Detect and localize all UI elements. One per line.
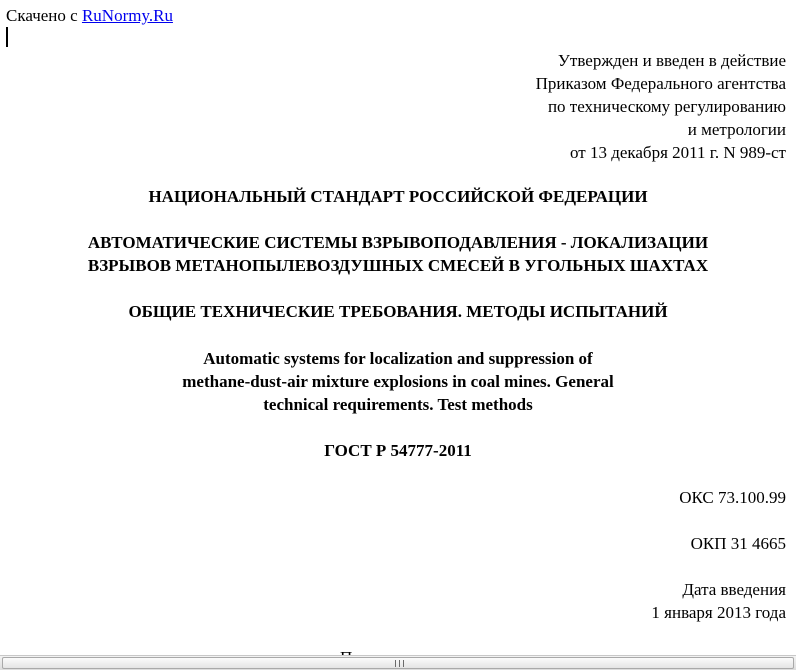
english-title <box>0 347 796 416</box>
introduction-date-block <box>651 578 786 624</box>
grip-icon <box>395 660 404 667</box>
subtitle: ОБЩИЕ ТЕХНИЧЕСКИЕ ТРЕБОВАНИЯ. МЕТОДЫ ИСПЫТАНИЙ <box>128 302 668 321</box>
scrollbar-thumb[interactable] <box>2 657 794 669</box>
main-title-line: ВЗРЫВОВ МЕТАНОПЫЛЕВОЗДУШНЫХ СМЕСЕЙ В УГОЛЬНЫХ ШАХТАХ <box>87 256 709 275</box>
english-title-line: methane-dust-air mixture explosions in coal mines. General <box>182 372 614 391</box>
source-prefix: Скачено с <box>6 6 82 25</box>
source-line <box>6 4 173 27</box>
approval-line: и метрологии <box>687 120 786 139</box>
okp-code: ОКП 31 4665 <box>690 534 786 553</box>
english-title-line: technical requirements. Test methods <box>263 395 533 414</box>
standard-title: НАЦИОНАЛЬНЫЙ СТАНДАРТ РОССИЙСКОЙ ФЕДЕРАЦИИ <box>148 187 648 206</box>
english-title-line: Automatic systems for localization and suppression of <box>203 349 593 368</box>
approval-line: Приказом Федерального агентства <box>535 74 786 93</box>
approval-line: от 13 декабря 2011 г. N 989-ст <box>569 143 786 162</box>
introduction-date: 1 января 2013 года <box>651 603 786 622</box>
oks-code: ОКС 73.100.99 <box>679 488 786 507</box>
gost-number: ГОСТ Р 54777-2011 <box>324 441 472 460</box>
approval-line: Утвержден и введен в действие <box>557 51 786 70</box>
main-title-line: АВТОМАТИЧЕСКИЕ СИСТЕМЫ ВЗРЫВОПОДАВЛЕНИЯ - ЛОКАЛИЗАЦИИ <box>87 233 709 252</box>
runormy-link[interactable]: RuNormy.Ru <box>81 6 173 25</box>
approval-block <box>536 49 786 164</box>
horizontal-scrollbar[interactable] <box>0 655 796 670</box>
approval-line: по техническому регулированию <box>547 97 786 116</box>
main-title <box>0 231 796 277</box>
introduction-label: Дата введения <box>682 580 786 599</box>
text-cursor <box>6 27 8 47</box>
